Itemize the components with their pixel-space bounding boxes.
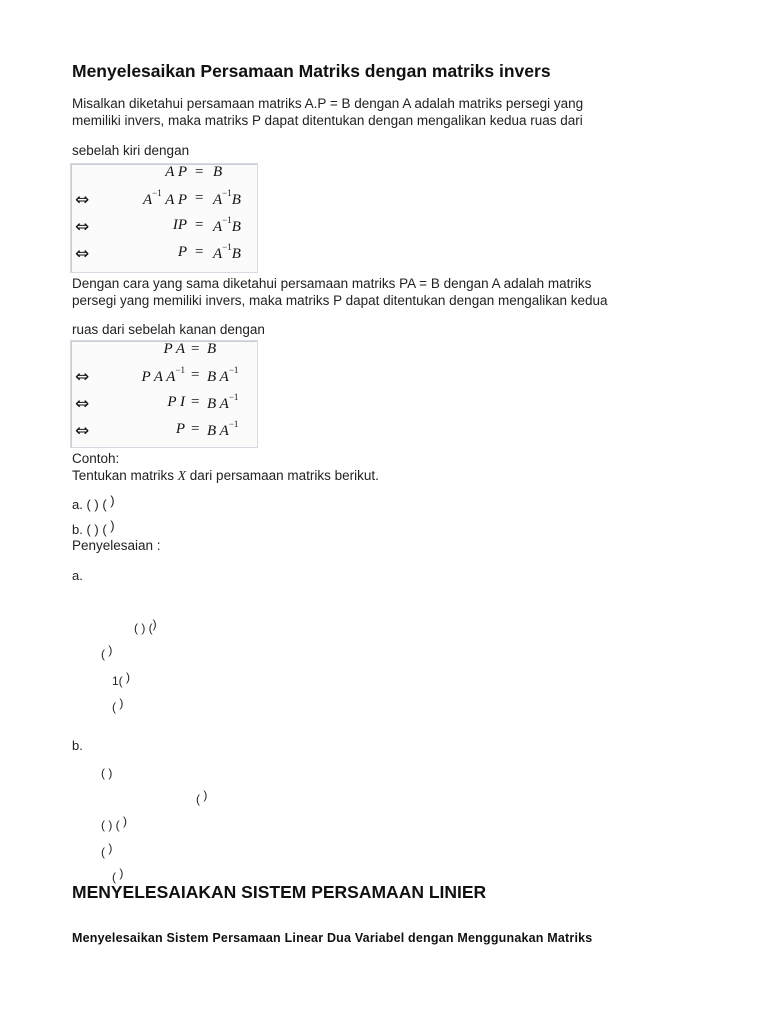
solution-b-line: ( ) [101, 766, 113, 780]
example-item-a: a. ( ) ( ) [72, 493, 115, 512]
solution-b-label: b. [72, 738, 83, 753]
equals-sign: = [191, 367, 200, 383]
equation-rhs: $A^{-1}B$ [213, 188, 241, 208]
equation-rhs: B $A^{-1}$ [207, 392, 239, 412]
equation-rhs: $A^{-1}B$ [213, 242, 241, 262]
equivalence-arrow-icon: ⇔ [75, 217, 90, 237]
equivalence-arrow-icon: ⇔ [75, 367, 90, 387]
equation-row [71, 421, 257, 447]
equation-rhs: B [207, 341, 217, 357]
equation-row [71, 367, 257, 393]
equation-rhs: B [213, 164, 223, 180]
equivalence-arrow-icon: ⇔ [75, 394, 90, 414]
solution-b-line: ( ) [196, 788, 208, 806]
equivalence-arrow-icon: ⇔ [75, 244, 90, 264]
example-prompt: Tentukan matriks X dari persamaan matriks berikut. [72, 468, 379, 483]
equation-lhs: P A $A^{-1}$ [141, 365, 185, 385]
equation-row [71, 164, 257, 190]
equals-sign: = [191, 421, 200, 437]
equation-row [71, 244, 257, 270]
equals-sign: = [195, 244, 204, 260]
equation-lhs: IP [172, 217, 187, 233]
equation-lhs: P [177, 244, 187, 260]
equals-sign: = [191, 394, 200, 410]
intro-1-line-2: memiliki invers, maka matriks P dapat ditentukan dengan mengalikan kedua ruas dari [72, 113, 583, 128]
solution-b-line: ( ) ( ) [101, 814, 127, 832]
page-title: Menyelesaikan Persamaan Matriks dengan matriks invers [72, 61, 551, 81]
example-item-b: b. ( ) ( ) [72, 518, 115, 537]
equation-lhs: $A^{-1}$ A P [142, 188, 187, 208]
solution-b-line: ( ) [101, 841, 113, 859]
equals-sign: = [195, 190, 204, 206]
equals-sign: = [191, 341, 200, 357]
equation-block-right-multiply [70, 340, 258, 448]
section-title: MENYELESAIAKAN SISTEM PERSAMAAN LINIER [72, 882, 487, 902]
example-label: Contoh: [72, 451, 120, 466]
intro-1-line-3: sebelah kiri dengan [72, 143, 190, 158]
equation-lhs: P [175, 421, 185, 437]
equation-rhs: B $A^{-1}$ [207, 419, 239, 439]
equivalence-arrow-icon: ⇔ [75, 421, 90, 441]
solution-b-line: ( ) [112, 866, 124, 884]
solution-label: Penyelesaian : [72, 538, 161, 553]
equation-lhs: A P [165, 164, 187, 180]
equation-row [71, 341, 257, 367]
equation-lhs: P A [163, 341, 185, 357]
intro-1-line-1: Misalkan diketahui persamaan matriks A.P = B dengan A adalah matriks persegi yang [72, 96, 584, 111]
intro-2-line-1: Dengan cara yang sama diketahui persamaan matriks PA = B dengan A adalah matriks [72, 276, 592, 291]
equation-row [71, 217, 257, 243]
subsection-title: Menyelesaikan Sistem Persamaan Linear Dua Variabel dengan Menggunakan Matriks [72, 931, 593, 945]
solution-a-line: 1( ) [112, 670, 131, 688]
solution-a-line: ( ) [112, 696, 124, 714]
solution-a-line: ( ) () [134, 617, 157, 635]
equation-lhs: P I [167, 394, 185, 410]
equals-sign: = [195, 217, 204, 233]
equals-sign: = [195, 164, 204, 180]
intro-2-line-3: ruas dari sebelah kanan dengan [72, 322, 265, 337]
solution-a-label: a. [72, 568, 83, 583]
intro-2-line-2: persegi yang memiliki invers, maka matriks P dapat ditentukan dengan mengalikan kedua [72, 293, 608, 308]
solution-a-line: ( ) [101, 643, 113, 661]
equation-row [71, 190, 257, 216]
equation-rhs: B $A^{-1}$ [207, 365, 239, 385]
equation-block-left-multiply [70, 163, 258, 273]
equation-rhs: $A^{-1}B$ [213, 215, 241, 235]
equation-row [71, 394, 257, 420]
equivalence-arrow-icon: ⇔ [75, 190, 90, 210]
